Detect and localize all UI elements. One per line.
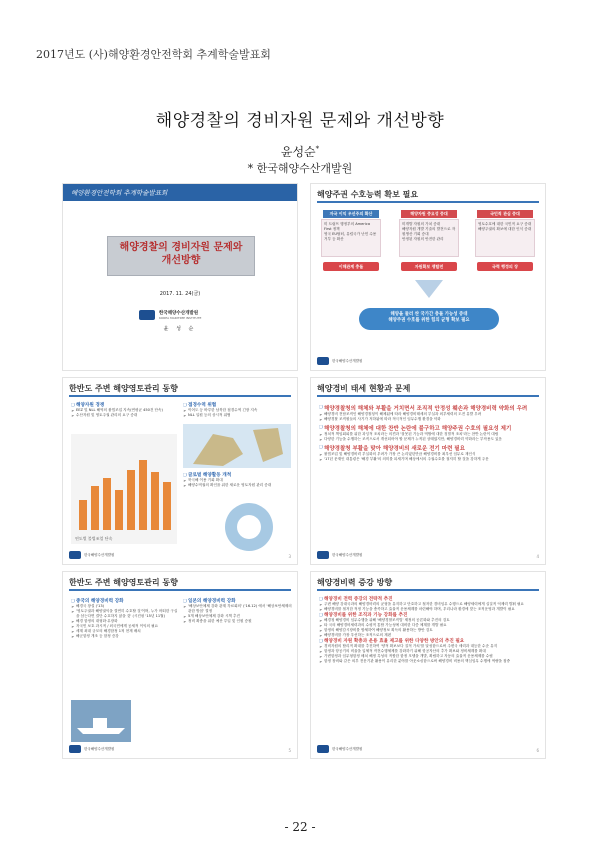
slide-1-title-line2: 개선방향: [161, 255, 201, 266]
slide-footer-org: 한국해양수산개발원: [332, 746, 363, 751]
slide-4-page: 4: [536, 554, 539, 559]
slide-6-h3: ❑ 해양경비 자원 확충과 운용 효율 제고를 위한 다양한 방안의 추진 필요: [319, 638, 541, 644]
slide-4-h2-item: ➢ 정치적 책임회피를 위한 과잉적 조치라는 의견과 '잘못된 기능과 역할에 대한 징벌적 조치'라는 찬반 논란이 대립: [319, 432, 541, 437]
slide-2-col2-head: 해양자원 중요성 증대: [401, 210, 457, 218]
slide-5-h1-item: ➢ 해경 함정의 대형화·무장화: [71, 619, 179, 624]
ship-bridge-shape: [93, 718, 107, 728]
slide-5-page: 5: [288, 748, 291, 753]
slide-footer-org: 한국해양수산개발원: [84, 552, 115, 557]
kmi-logo-icon: [317, 551, 329, 559]
slide-2-col1-head: 자국 이익 우선주의 확산: [323, 210, 379, 218]
slide-3-h2-item: ➢ 이어도 등 바루한 남북한 접경수역 긴장 지속: [183, 408, 293, 413]
author-mark: *: [315, 145, 320, 153]
slide-5-h1-item: ➢ 해군함정 개조 등 함정 증강: [71, 634, 179, 639]
kmi-logo-icon: [69, 745, 81, 753]
slide-6-title: 해양경비력 증강 방향: [317, 578, 393, 587]
slide-1-org-en: KOREA MARITIME INSTITUTE: [159, 316, 202, 320]
slide-5: [62, 571, 298, 759]
slide-5-h2-item: ➢ 정비 확충을 위한 예산 투입 및 인원 증원: [183, 619, 293, 624]
slide-1-date: 2017. 11. 24(금): [159, 291, 201, 297]
slide-5-rule: [69, 589, 291, 591]
chart-label: 연도별 불법조업 단속: [75, 536, 113, 541]
slide-4-h3: ❑ 해양경찰청 부활을 맞아 해양경비의 새로운 전기 마련 필요: [319, 444, 541, 452]
slide-2-conclusion-line2: 해양주권 수호를 위한 힘의 균형 확보 필요: [388, 318, 470, 323]
slide-2-col3-item: 영토수호에 대한 국민적 요구 증대: [478, 222, 532, 226]
slide-6-h1-item: ➢ 주변 해양 강대국과의 해양경비력의 균형을 유지하고 단호하고 철저한 경비임무 수행으로 해양세력에게 실질적 억제력 발휘 필요: [319, 602, 541, 607]
slide-6-page: 6: [536, 748, 539, 753]
slide-2: [310, 183, 546, 371]
slide-2-conclusion-line1: 해양을 둘러 싼 국가간 충돌 가능성 증대: [390, 312, 468, 317]
slide-4-rule: [317, 395, 539, 397]
slide-5-h2-item: ➢ '해상보안체제 강화 관계 각료회의' ('16.12) 에서 '해상보안체제의 관한 방침' 결정: [183, 604, 293, 614]
down-arrow-icon: [415, 280, 443, 298]
chart-bar: [115, 490, 123, 530]
slide-2-col2-item: 해양자원 개발 기술의 발전으로 자원생산 기회 증대: [402, 227, 456, 236]
slide-3-h1-item: ➢ 수산자원 및 영토주권 관리의 요구 증대: [71, 413, 177, 418]
slide-5-h1-item: ➢ 해경국 창설 ('13): [71, 604, 179, 609]
slide-3-h3-item: ➢ 북극해 이용 기회 확대: [183, 478, 293, 483]
author: [0, 143, 600, 160]
slide-3-title: 한반도 주변 해양영토관리 동향: [69, 384, 178, 393]
slide-2-col2-item: 미개발 자원의 가치 증대: [402, 222, 441, 226]
slide-2-title: 해양주권 수호능력 확보 필요: [317, 190, 419, 199]
slide-footer-org: 한국해양수산개발원: [84, 746, 115, 751]
slide-4-h1-item: ➢ 해양경비 전담조직인 해양경찰청이 해체됨에 따라 해양경비태세의 부실과 외부세력의 도전 유발 우려: [319, 412, 541, 417]
slide-2-col3-result: 국력 행정의 장: [477, 262, 533, 271]
slide-3-h2-item: ➢ NLL 일원 등의 상시적 위협: [183, 413, 293, 418]
slide-5-right-block: [183, 598, 293, 624]
slide-2-footer: [317, 357, 362, 365]
slide-1: [62, 183, 298, 371]
kmi-logo-icon: [317, 357, 329, 365]
slide-4-h3-item: ➢ '17년 문재인 대통령은 '해경 부활'의 의미를 되새기며 해상에서의 주권수호를 절저히 할 것을 강하게 주문: [319, 457, 541, 462]
slide-3-h1-item: ➢ EEZ 및 NLL 해역의 불법조업 지속(연평균 450건 단속): [71, 408, 177, 413]
slide-2-col2-body: [399, 219, 459, 257]
slide-2-col1-result: 이해관계 충돌: [323, 262, 379, 271]
chart-bar: [139, 460, 147, 530]
slide-6: [310, 571, 546, 759]
slide-footer-org: 한국해양수산개발원: [332, 552, 363, 557]
slide-2-col1-body: [321, 219, 381, 257]
slide-3-bar-chart: [71, 434, 177, 544]
page-number: - 22 -: [284, 820, 316, 834]
affiliation: * 한국해양수산개발원: [247, 162, 353, 175]
slide-5-ship-photo: [71, 700, 131, 742]
slide-4-h1-item: ➢ 해양경찰 조직원들의 사기가 저하됨에 따라 적극적인 임무수행 환경을 악화: [319, 417, 541, 422]
slide-3-rule: [69, 395, 291, 397]
chart-bar: [127, 470, 135, 530]
slide-6-body: [319, 596, 541, 664]
slide-5-h1-item: ➢ 자국민 보호 과시적 / 외국민에게 공세적 이익의 필요: [71, 624, 179, 629]
slide-3: [62, 377, 298, 565]
slide-3-h1: ❑ 해양자원 경쟁: [71, 402, 177, 408]
slide-6-h3-item: ➢ 가변함정과 임무형함정 배치 해정 특성의 적합한 함정 모델을 개발, 확립하고 자동의 효율적 운용체제를 수립: [319, 654, 541, 659]
slide-1-org: 한국해양수산개발원: [159, 311, 199, 316]
slide-2-col1-item: 영국 EU탈퇴, 유럽국가 난민 수용 거부 등 확산: [324, 232, 377, 241]
slide-5-left-block: [71, 598, 179, 639]
slide-2-col3-item: 해양주권의 확보에 대한 인식 증대: [478, 227, 532, 231]
slide-2-col1-item: 미 트럼프 행정부의 America First 정책: [324, 222, 371, 231]
slide-5-h2: ❑ 일본의 해양경비력 강화: [183, 598, 293, 604]
chart-bar: [151, 472, 159, 530]
slide-1-title-box: [107, 236, 255, 276]
slide-6-h3-item: ➢ 함정과 항공기의 비율을 입체적 작전수행체제를 강화하기 위해 항공자산의 추가 확보와 정비체계를 확대: [319, 649, 541, 654]
slide-3-h3-item: ➢ 해양수역권의 확인을 위한 새로운 영토자원 관리 증대: [183, 483, 293, 488]
slide-3-right-block-2: [183, 472, 293, 488]
slide-4-body: [319, 404, 541, 462]
slide-6-h2: ❑ 해양경비를 위한 조직과 기능 강화를 추진: [319, 612, 541, 618]
slide-6-h2-item: ➢ 함정의 해양감시장비를 합체하여 해양정보 획득의 활용하는 방안 검토: [319, 628, 541, 633]
slide-6-h2-item: ➢ 해경청 해양경비 임무수행을 위해 '해양경찰조직법' 제정의 공론화와 추진의 검토: [319, 618, 541, 623]
slide-6-h2-item: ➢ 타 국의 해양경비세력과의 수평적 통합 가능성에 대비한 다층 체계를 개발 필요: [319, 623, 541, 628]
slide-5-h2-item: ➢ 5개 해상보안체제 강화 시책 추진: [183, 614, 293, 619]
slide-6-h1-item: ➢ 해양경비를 철저한 적정 기능을 충족하고 효율적 운용체계를 마련해야 하며, 우리나라 환경에 맞는 조직운영과 개발이 필요: [319, 607, 541, 612]
slide-2-col2-item: 안정된 자원의 안전한 관리: [402, 237, 444, 241]
slide-3-map: [183, 424, 291, 468]
slide-5-h1-item: ➢ '영토주권과 해양권익을 결연히 수호할 것'이며, 누가 어떠한 구실을 삼는다면 결단 수호하지 않을 것' (시진핑 '15년 11월): [71, 609, 179, 619]
slide-5-h1: ❑ 중국의 해양경비력 강화: [71, 598, 179, 604]
slide-6-footer: [317, 745, 362, 753]
slide-6-rule: [317, 589, 539, 591]
slide-2-rule: [317, 201, 539, 203]
slide-2-conclusion: [359, 308, 499, 330]
ship-hull-shape: [77, 728, 125, 734]
chart-bar: [163, 482, 171, 530]
slide-4-title: 해양경비 태세 현황과 문제: [317, 384, 411, 393]
slide-2-col2-result: 자원확보 쟁탈전: [401, 262, 457, 271]
slide-footer-org: 한국해양수산개발원: [332, 358, 363, 363]
kmi-logo-icon: [139, 310, 155, 320]
slide-5-title: 한반도 주변 해양영토관리 동향: [69, 578, 178, 587]
conference-header: 2017년도 (사)해양환경안전학회 추계학술발표회: [36, 48, 271, 61]
slide-6-h2-item: ➢ 해양경비를 가장 우선하는 조직으로의 재편: [319, 633, 541, 638]
slide-1-title-line1: 해양경찰의 경비자원 문제와: [119, 242, 243, 253]
slide-3-h3: ❑ 글로벌 해양활동 개척: [183, 472, 293, 478]
slide-6-h3-item: ➢ 경비자원의 합리적 확대를 추진하여 '양적 확보보다 질적 가치'를 달성함으로써 주변국 세력과 대등한 수준 유지: [319, 644, 541, 649]
slide-3-h2: ❑ 접경수역 위협: [183, 402, 293, 408]
slide-4-h2: ❑ 해양경찰청의 해체에 대한 찬반 논란에 불구하고 해양주권 수호의 필요성 제기: [319, 424, 541, 432]
slide-4-h2-item: ➢ 다양한 기능을 수행하는 조직으로서 개선되어야 할 문제가 누적된 상태였지만, 해양경비력 약화라는 부작용도 있음: [319, 437, 541, 442]
paper-title: 해양경찰의 경비자원 문제와 개선방향: [155, 111, 445, 131]
chart-bar: [103, 478, 111, 530]
slide-3-page: 3: [288, 554, 291, 559]
slide-1-band-text: 해양환경안전학회 추계학술발표회: [71, 189, 168, 197]
slide-3-left-block: [71, 402, 177, 418]
slide-3-right-block: [183, 402, 293, 418]
slide-1-presenter: 윤 성 순: [163, 326, 197, 332]
slide-2-col3-head: 국민적 관심 증대: [477, 210, 533, 218]
slide-1-logo: [139, 310, 201, 320]
slide-4-h1: ❑ 해양경찰청의 해체와 부활을 거치면서 조직적 안정성 훼손과 해양경비력 약화의 우려: [319, 404, 541, 412]
ice-shape: [237, 515, 261, 539]
slide-4: [310, 377, 546, 565]
slide-6-h1: ❑ 해양경비 전력 증강의 전략적 추진: [319, 596, 541, 602]
kmi-logo-icon: [69, 551, 81, 559]
slide-3-arctic-map: [213, 502, 285, 552]
slide-5-footer: [69, 745, 114, 753]
chart-bar: [91, 486, 99, 530]
slide-3-footer: [69, 551, 114, 559]
slide-5-h1-item: ➢ 세계 최대 규모의 해경함정 1척 현재 배치: [71, 629, 179, 634]
slide-4-h3-item: ➢ 불법조업 및 해양경비력 부실화의 우려가 가장 큰 논리였던만큼 해양경비를 최우선 임무로 재인식: [319, 452, 541, 457]
slide-6-h3-item: ➢ 함정 장비와 같은 외부 전문기관 활용이 유리한 분야를 아웃소싱함으로써 해양경비 비용의 핵심임무 수행에 역량을 집중: [319, 659, 541, 664]
slide-2-col3-body: [475, 219, 535, 257]
slide-4-footer: [317, 551, 362, 559]
chart-bar: [79, 500, 87, 530]
kmi-logo-icon: [317, 745, 329, 753]
author-name: 윤성순: [280, 145, 316, 159]
